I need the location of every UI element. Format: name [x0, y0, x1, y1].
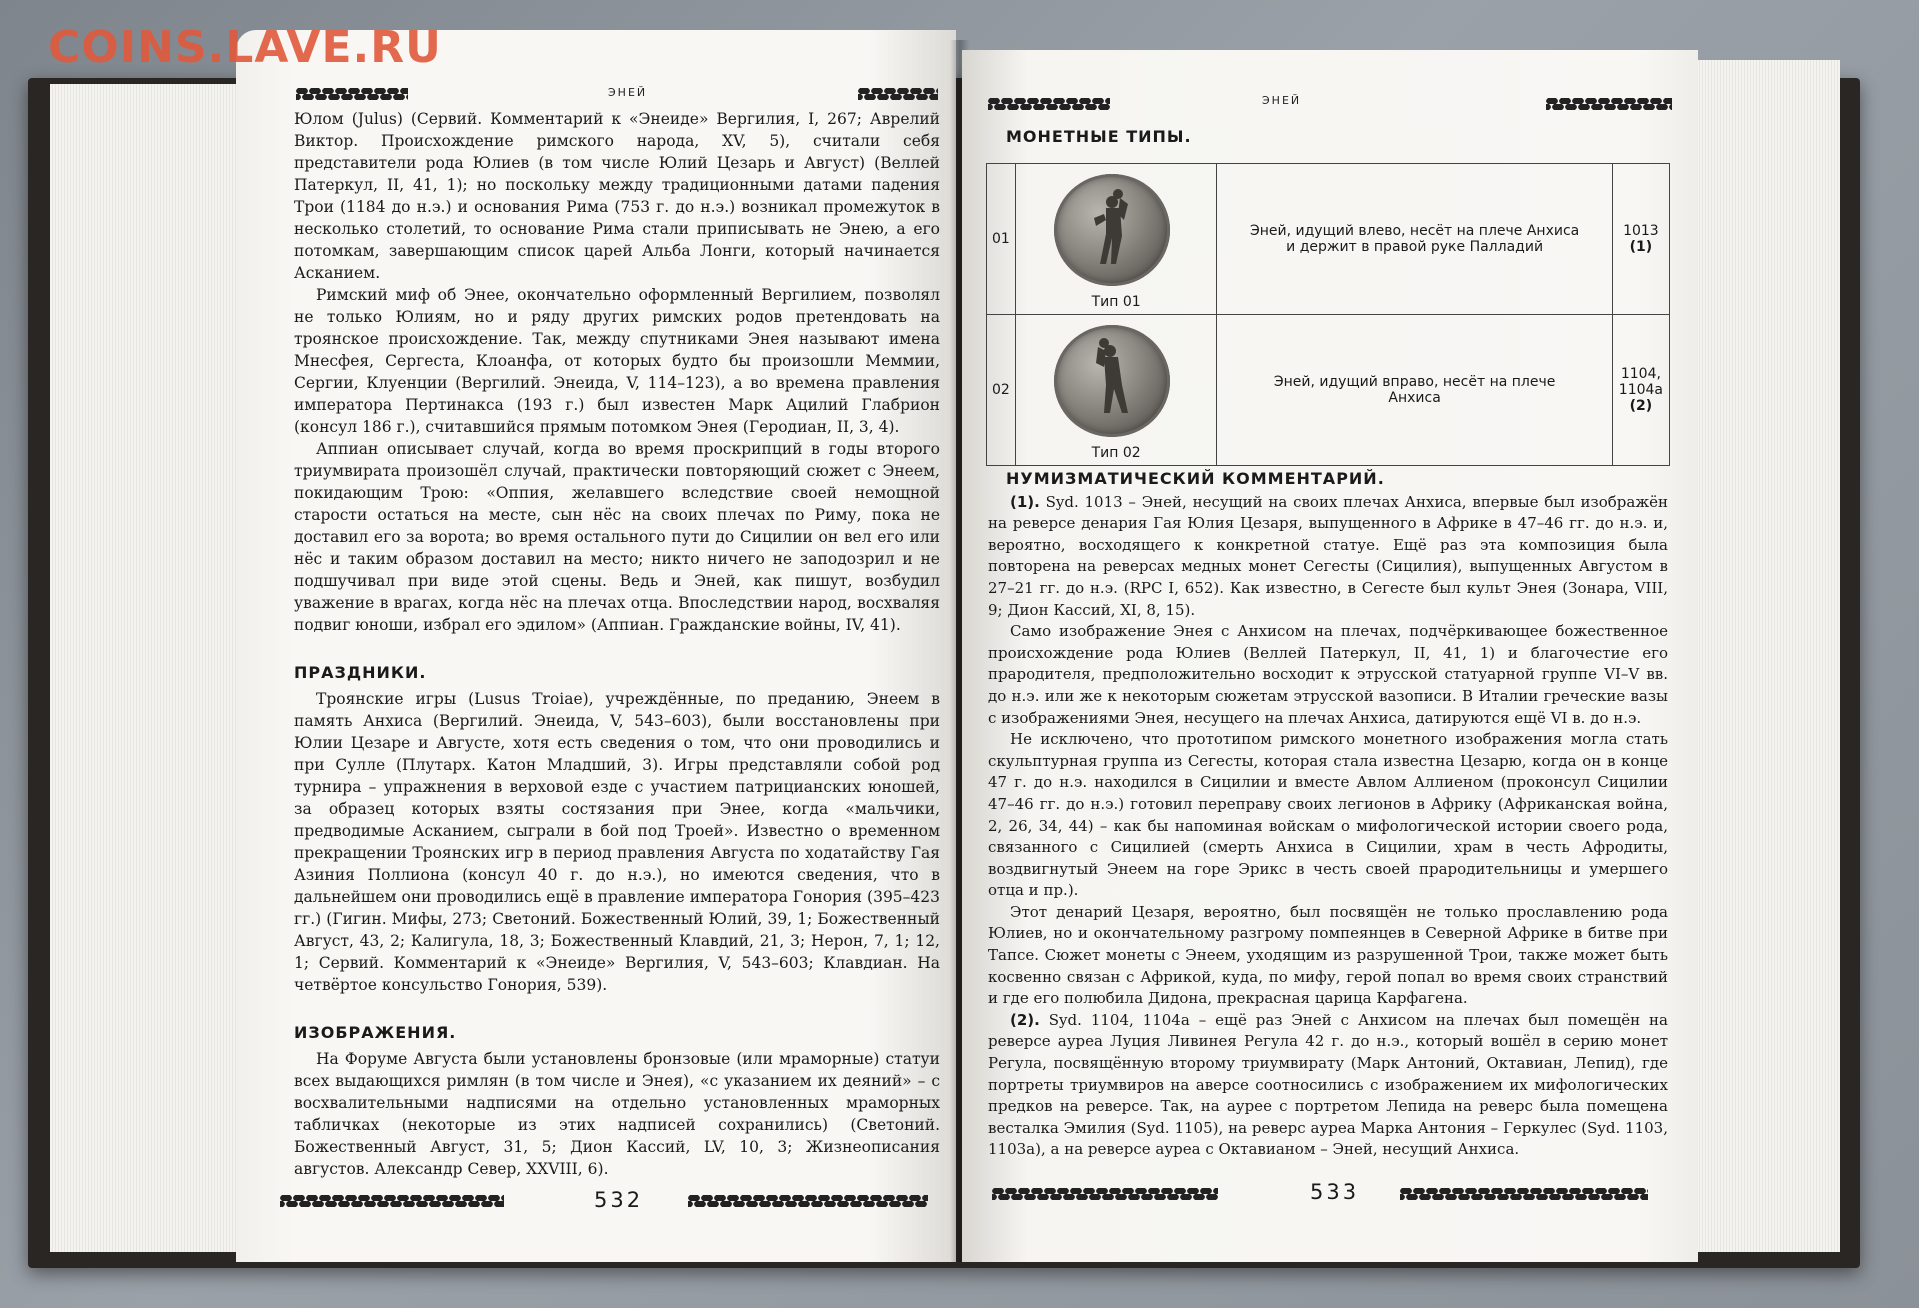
coin-types-table [986, 163, 1670, 466]
watermark: COINS.LAVE.RU [48, 22, 442, 73]
table-row [987, 164, 1670, 315]
catalog-reference: 1013 (1) [1612, 164, 1669, 315]
section-heading: ПРАЗДНИКИ. [294, 663, 427, 682]
coin-caption: Тип 01 [1091, 294, 1141, 310]
aeneas-figure [1054, 325, 1170, 437]
right-page [962, 50, 1698, 1262]
section-heading: ИЗОБРАЖЕНИЯ. [294, 1023, 457, 1042]
paragraph: На Форуме Августа были установлены бронзовые (или мраморные) статуи всех выдающихся римлян (в том числе и Энея), «с указанием их деяний» – с восхвалительными надписями на отдельно установленных мраморных табличках (некоторые из этих надписей сохранились) (Светоний. Божественный Август, 31, 5; Дион Кассий, LV, 10, 3; Жизнеописания августов. Александр Север, XXVIII, 6). [294, 1050, 940, 1178]
paragraph: Этот денарий Цезаря, вероятно, был посвящён не только прославлению рода Юлиев, но и окончательному разгрому помпеянцев в Северной Африке в битве при Тапсе. Сюжет монеты с Энеем, уходящим из разрушенной Трои, также может быть косвенно связан с Африкой, куда, по мифу, герой попал во время своих странствий и где его полюбила Дидона, прекрасная царица Карфагена. [988, 902, 1668, 1008]
header-ornament-left-a [296, 88, 408, 100]
paragraph: Юлом (Julus) (Сервий. Комментарий к «Энеиде» Вергилия, I, 267; Аврелий Виктор. Происхождение римского народа, XV, 5), считали себя представители рода Юлиев (в том числе Юлий Цезарь и Август) (Веллей Патеркул, II, 41, 1); но поскольку между традиционными датами падения Трои (1184 до н.э.) и основания Рима (753 г. до н.э.) возникал промежуток в несколько столетий, то основание Рима стали приписывать не Энею, а его потомкам, завершающим список царей Альба Лонги, который начинается Асканием. [294, 110, 940, 282]
coin-image [1054, 174, 1170, 286]
coin-types-heading: МОНЕТНЫЕ ТИПЫ. [1006, 127, 1192, 146]
type-number: 01 [987, 164, 1016, 315]
paragraph: Не исключено, что прототипом римского монетного изображения могла стать скульптурная группа из Сегесты, которая стала известна Цезарю, когда он в конце 47 г. до н.э. находился в Сицилии и вместе Авлом Аллиеном (проконсул Сицилии 47–46 гг. до н.э.) готовил переправу своих легионов в Африку (Африканская война, 2, 26, 34, 44) – как бы напоминая войскам о мифологической истории своего рода, связанного с Сицилией (смерть Анхиса в Сицилии, храм в честь Афродиты, воздвигнутый Энеем на горе Эрикс в честь своей прародительницы и умершего отца и пр.). [988, 730, 1668, 900]
right-page-body [988, 468, 1668, 1161]
header-ornament-right-b [1546, 98, 1672, 110]
section-heading: НУМИЗМАТИЧЕСКИЙ КОММЕНТАРИЙ. [1006, 469, 1385, 488]
coin-description: Эней, идущий вправо, несёт на плече Анхиса [1217, 315, 1612, 466]
running-head-left: ЭНЕЙ [608, 86, 648, 99]
footer-ornament-right-a [992, 1188, 1218, 1200]
coin-caption: Тип 02 [1091, 445, 1141, 461]
paragraph: (1). Syd. 1013 – Эней, несущий на своих плечах Анхиса, впервые был изображён на реверсе денария Гая Юлия Цезаря, выпущенного в Африке в 47–46 гг. до н.э. и, вероятно, восходящего к конкретной статуе. Ещё раз эта композиция была повторена на реверсах медных монет Сегесты (Сицилия), выпущенных Августом в 27–21 гг. до н.э. (RPC I, 652). Как известно, в Сегесте был культ Энея (Зонара, VIII, 9; Дион Кассий, XI, 8, 15). [988, 492, 1668, 619]
left-page [236, 30, 956, 1262]
type-number: 02 [987, 315, 1016, 466]
paragraph: Римский миф об Энее, окончательно оформленный Вергилием, позволял не только Юлиям, но и ряду других римских родов претендовать на троянское происхождение. Так, между спутниками Энея называют имена Мнесфея, Сергеста, Клоанфа, от которых будто бы произошли Меммии, Сергии, Клуенции (Вергилий. Энеида, V, 114–123), а во времена правления императора Пертинакса (193 г.) был известен Марк Ацилий Глабрион (консул 186 г.), считавшийся прямым потомком Энея (Геродиан, II, 3, 4). [294, 286, 940, 436]
page-number-left: 532 [594, 1188, 644, 1212]
header-ornament-left-b [858, 88, 938, 100]
footer-ornament-right-b [1400, 1188, 1648, 1200]
footer-ornament-left-a [280, 1195, 504, 1207]
page-edges-left [50, 84, 236, 1252]
paragraph: Троянские игры (Lusus Troiae), учреждённые, по преданию, Энеем в память Анхиса (Вергилий. Энеида, V, 543–603), были восстановлены при Юлии Цезаре и Августе, хотя есть сведения о том, что они проводились и при Сулле (Плутарх. Катон Младший, 3). Игры представляли собой род турнира – упражнения в верховой езде с участием патрицианских юношей, за образец которых взяты состязания при Энее, когда «мальчики, предводимые Асканием, сыграли в бой под Троей». Известно о временном прекращении Троянских игр в период правления Августа по ходатайству Гая Азиния Поллиона (консул 40 г. до н.э.), но имеются сведения, что в дальнейшем они проводились ещё в правление императора Гонория (395–423 гг.) (Гигин. Мифы, 273; Светоний. Божественный Юлий, 39, 1; Божественный Август, 43, 2; Калигула, 18, 3; Божественный Клавдий, 21, 3; Нерон, 7, 1; 12, 1; Сервий. Комментарий к «Энеиде» Вергилия, V, 543–603; Клавдиан. На четвёртое консульство Гонория, 539). [294, 690, 940, 994]
table-row [987, 315, 1670, 466]
coin-image [1054, 325, 1170, 437]
coin-description: Эней, идущий влево, несёт на плече Анхиса и держит в правой руке Палладий [1217, 164, 1612, 315]
paragraph: Само изображение Энея с Анхисом на плечах, подчёркивающее божественное происхождение рода Юлиев (Веллей Патеркул, II, 41, 1) и благочестие его прародителя, предположительно восходит к этрусской статуарной группе VI–V вв. до н.э. или же к некоторым сюжетам этрусской вазописи. В Италии греческие вазы с изображениями Энея, несущего на плечах Анхиса, датируются ещё VI в. до н.э. [988, 622, 1668, 727]
running-head-right: ЭНЕЙ [1262, 94, 1302, 107]
coin-image-cell [1015, 164, 1217, 315]
aeneas-figure [1054, 174, 1170, 286]
paragraph: Аппиан описывает случай, когда во время проскрипций в годы второго триумвирата произошёл случай, практически повторяющий сюжет с Энеем, покидающим Трою: «Оппия, желавшего вследствие своей немощной старости остаться на месте, сын нёс на своих плечах по Риму, пока не доставил его за ворота; во время остального пути до Сицилии он вел его или нёс и таким образом доставил на место; никто ничего не заподозрил и не подшучивал при виде этой сцены. Ведь и Эней, как пишут, возбудил уважение в врагах, когда нёс на плечах отца. Впоследствии народ, восхваляя подвиг юноши, избрал его эдилом» (Аппиан. Гражданские войны, IV, 41). [294, 440, 940, 634]
page-edges-right [1690, 60, 1840, 1252]
header-ornament-right-a [988, 98, 1110, 110]
coin-image-cell [1015, 315, 1217, 466]
page-number-right: 533 [1310, 1180, 1360, 1204]
left-page-body [294, 108, 940, 1180]
footer-ornament-left-b [688, 1195, 928, 1207]
catalog-reference: 1104, 1104a (2) [1612, 315, 1669, 466]
paragraph: (2). Syd. 1104, 1104a – ещё раз Эней с Анхисом на плечах был помещён на реверсе ауреа Луция Ливинея Регула 42 г. до н.э., который вошёл в серию монет Регула, посвящённую второму триумвирату (Марк Антоний, Октавиан, Лепид), где портреты триумвиров на аверсе соотносились с изображением их мифологических предков на реверсе. Так, на ауреe с портретом Лепида на реверс была помещена весталка Эмилия (Syd. 1105), на реверс ауреа Марка Антония – Геркулес (Syd. 1103, 1103a), а на реверсе ауреа с Октавианом – Эней, несущий Анхиса. [988, 1010, 1668, 1159]
